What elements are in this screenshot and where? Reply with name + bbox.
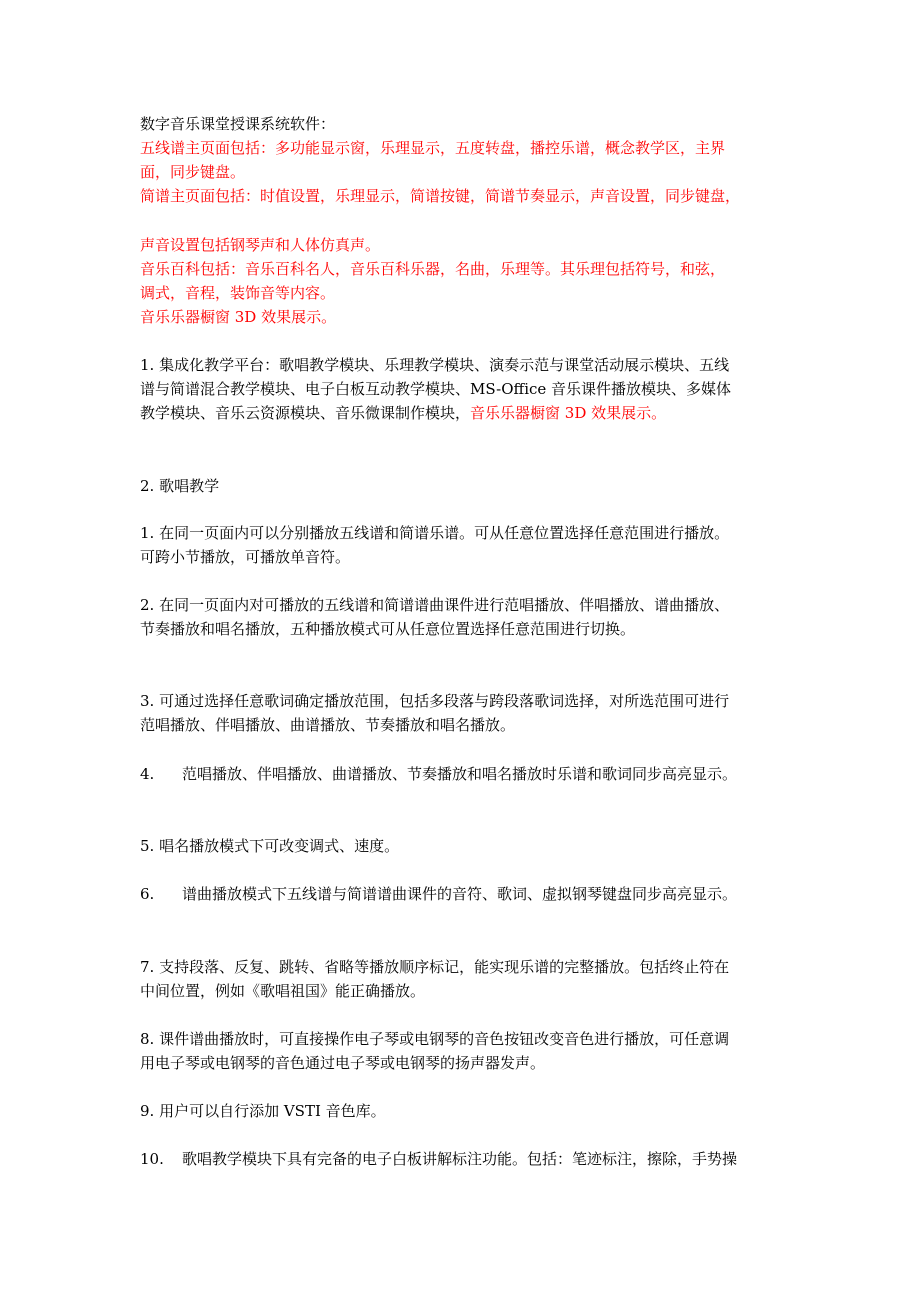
point10-number: 10. — [140, 1150, 164, 1168]
item1-line-3-text: 教学模块、音乐云资源模块、音乐微课制作模块， — [140, 404, 471, 422]
point5-line: 5. 唱名播放模式下可改变调式、速度。 — [140, 837, 400, 855]
point8-line-2: 用电子琴或电钢琴的音色通过电子琴或电钢琴的扬声器发声。 — [140, 1054, 546, 1072]
point6-line — [140, 882, 737, 906]
point10-line — [140, 1147, 737, 1171]
point4-line — [140, 762, 737, 786]
section2-heading: 2. 歌唱教学 — [140, 477, 220, 495]
point8-line-1: 8. 课件谱曲播放时，可直接操作电子琴或电钢琴的音色按钮改变音色进行播放，可任意调 — [140, 1030, 730, 1048]
point1-line-1: 1. 在同一页面内可以分别播放五线谱和简谱乐谱。可从任意位置选择任意范围进行播放。 — [140, 524, 730, 542]
showcase-3d-line: 音乐乐器橱窗 3D 效果展示。 — [140, 308, 337, 326]
point1-line-2: 可跨小节播放，可播放单音符。 — [140, 548, 351, 566]
jianpu-page-line: 简谱主页面包括：时值设置，乐理显示，简谱按键，简谱节奏显示，声音设置，同步键盘， — [140, 187, 741, 205]
encyclopedia-line-1: 音乐百科包括：音乐百科名人，音乐百科乐器，名曲，乐理等。其乐理包括符号，和弦， — [140, 260, 726, 278]
item1-line-2: 谱与简谱混合教学模块、电子白板互动教学模块、MS-Office 音乐课件播放模块、多媒体 — [140, 380, 732, 398]
staff-page-line-1: 五线谱主页面包括：多功能显示窗，乐理显示，五度转盘，播控乐谱，概念教学区，主界 — [140, 139, 726, 157]
point6-text: 谱曲播放模式下五线谱与简谱谱曲课件的音符、歌词、虚拟钢琴键盘同步高亮显示。 — [182, 885, 738, 903]
document-title: 数字音乐课堂授课系统软件： — [140, 115, 336, 133]
point2-line-1: 2. 在同一页面内对可播放的五线谱和简谱谱曲课件进行范唱播放、伴唱播放、谱曲播放、 — [140, 596, 730, 614]
point10-text: 歌唱教学模块下具有完备的电子白板讲解标注功能。包括：笔迹标注，擦除，手势操 — [182, 1150, 738, 1168]
item1-line-3-highlight: 音乐乐器橱窗 3D 效果展示。 — [470, 404, 667, 422]
item1-line-3 — [140, 401, 666, 425]
point2-line-2: 节奏播放和唱名播放，五种播放模式可从任意位置选择任意范围进行切换。 — [140, 620, 636, 638]
encyclopedia-line-2: 调式，音程，装饰音等内容。 — [140, 284, 336, 302]
point7-line-1: 7. 支持段落、反复、跳转、省略等播放顺序标记，能实现乐谱的完整播放。包括终止符在 — [140, 958, 730, 976]
point4-number: 4. — [140, 765, 155, 783]
sound-settings-line: 声音设置包括钢琴声和人体仿真声。 — [140, 236, 381, 254]
staff-page-line-2: 面，同步键盘。 — [140, 163, 246, 181]
item1-line-1: 1. 集成化教学平台：歌唱教学模块、乐理教学模块、演奏示范与课堂活动展示模块、五线 — [140, 356, 730, 374]
point6-number: 6. — [140, 885, 155, 903]
point4-text: 范唱播放、伴唱播放、曲谱播放、节奏播放和唱名播放时乐谱和歌词同步高亮显示。 — [182, 765, 738, 783]
point3-line-1: 3. 可通过选择任意歌词确定播放范围，包括多段落与跨段落歌词选择，对所选范围可进行 — [140, 692, 730, 710]
point3-line-2: 范唱播放、伴唱播放、曲谱播放、节奏播放和唱名播放。 — [140, 716, 516, 734]
point7-line-2: 中间位置，例如《歌唱祖国》能正确播放。 — [140, 982, 426, 1000]
point9-line: 9. 用户可以自行添加 VSTI 音色库。 — [140, 1102, 386, 1120]
